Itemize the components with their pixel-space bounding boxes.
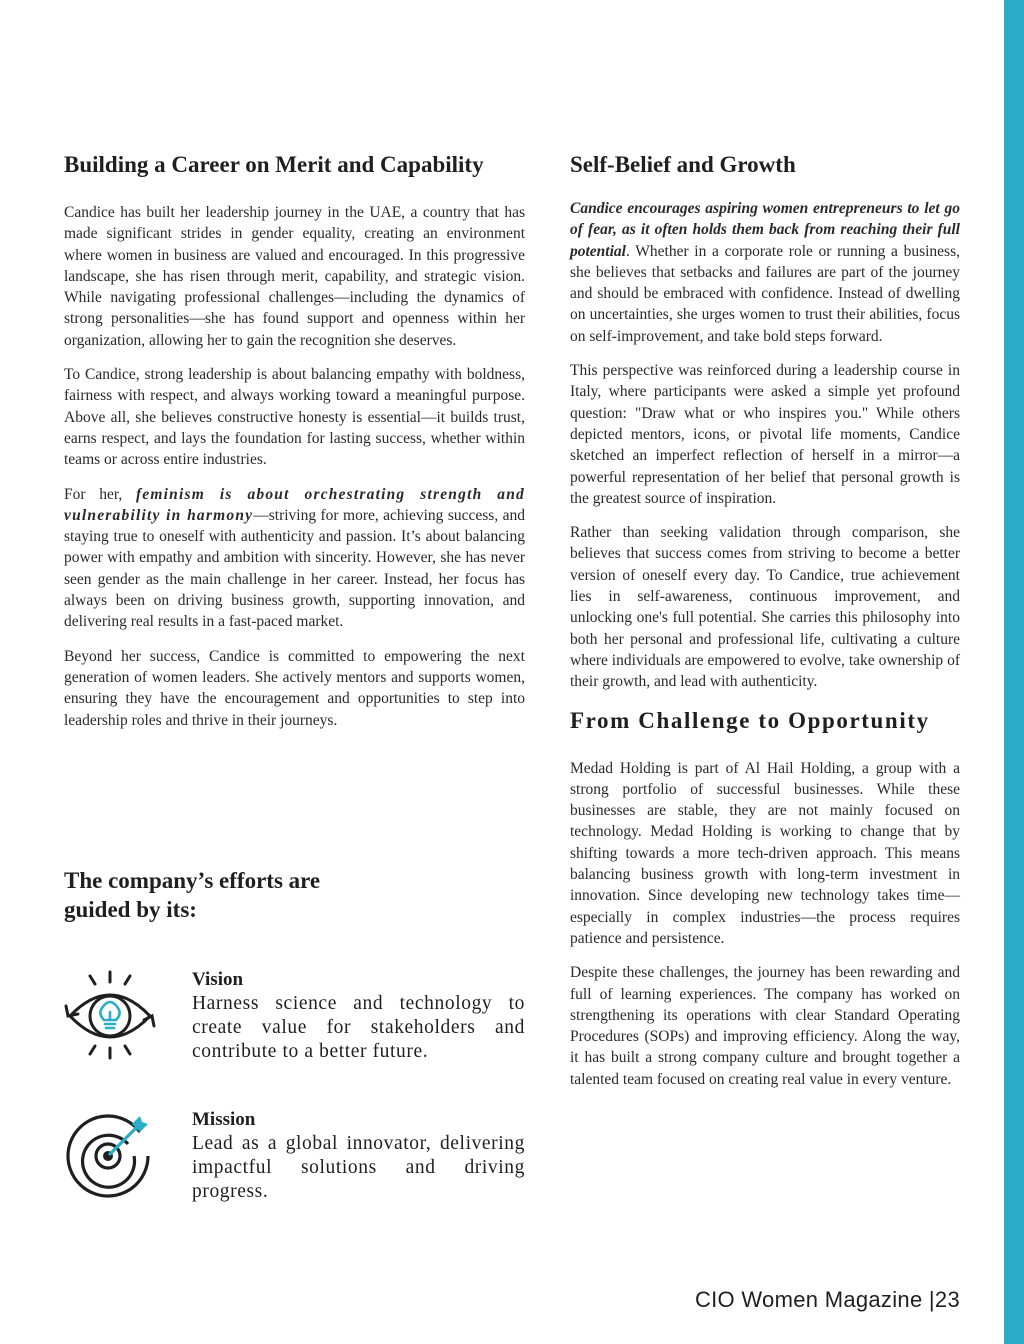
emphasis-encouragement: Candice encourages aspiring women entrepreneurs to let go of fear, as it often holds them back from reaching their full potential	[570, 200, 960, 260]
target-arrow-icon	[64, 1108, 160, 1204]
paragraph-lead: For her,	[64, 485, 136, 503]
page-footer	[695, 1287, 960, 1313]
mission-description: Lead as a global innovator, delivering impactful solutions and driving progress.	[192, 1133, 525, 1202]
page-number: 23	[934, 1287, 960, 1312]
left-column	[64, 150, 525, 744]
footer-separator: |	[922, 1287, 935, 1312]
paragraph-self-belief-3: Rather than seeking validation through comparison, she believes that success comes from striving to become a better version of oneself every day. To Candice, true achievement lies in self-awareness, continuous improvement, and unlocking one's full potential. She carries this philosophy into both her personal and professional life, cultivating a culture where individuals are empowered to evolve, take ownership of their growth, and lead with authenticity.	[570, 524, 960, 691]
paragraph-self-belief-2: This perspective was reinforced during a leadership course in Italy, where participants were asked a simple yet profound question: "Draw what or who inspires you." While others depicted mentors, icons, or pivotal life moments, Candice sketched an imperfect reflection of herself in a mirror—a powerful representation of her belief that personal growth is the greatest source of inspiration.	[570, 362, 960, 507]
vision-block	[64, 968, 525, 1068]
paragraph-career-3	[64, 484, 525, 633]
section-heading-challenge: From Challenge to Opportunity	[570, 707, 930, 733]
accent-side-bar	[1004, 0, 1024, 1344]
paragraph-rest: . Whether in a corporate role or running a business, she believes that setbacks and failures are part of the journey and should be embraced with confidence. Instead of dwelling on uncertainties, she urges women to trust their abilities, focus on self-improvement, and take bold steps forward.	[570, 242, 960, 345]
mission-label: Mission	[192, 1109, 256, 1130]
guide-title-line-2: guided by its:	[64, 897, 197, 922]
section-heading-career: Building a Career on Merit and Capability	[64, 152, 484, 177]
paragraph-rest: —striving for more, achieving success, and staying true to oneself with authenticity and passion. It’s about balancing power with empathy and ambition with sincerity. However, she has never seen gender as the main challenge in her career. Instead, her focus has always been on driving business growth, supporting innovation, and delivering real results in a fast-paced market.	[64, 506, 525, 631]
section-heading-self-belief: Self-Belief and Growth	[570, 152, 796, 177]
paragraph-challenge-2: Despite these challenges, the journey has been rewarding and full of learning experiences. The company has worked on strengthening its operations with clear Standard Operating Procedures (SOPs) and improving efficiency. Along the way, it has built a strong company culture and brought together a talented team focused on creating real value in every venture.	[570, 964, 960, 1088]
paragraph-career-1: Candice has built her leadership journey in the UAE, a country that has made significant strides in gender equality, creating an environment where women in business are valued and encouraged. In this progressive landscape, she has risen through merit, capability, and strategic vision. While navigating professional challenges—including the dynamics of strong personalities—she has found support and openness within her organization, allowing her to gain the recognition she deserves.	[64, 204, 525, 349]
vision-label: Vision	[192, 969, 244, 990]
paragraph-career-2: To Candice, strong leadership is about balancing empathy with boldness, fairness with respect, and always working toward a meaningful purpose. Above all, she believes constructive honesty is essential—it builds trust, earns respect, and lays the foundation for lasting success, whether within teams or across entire industries.	[64, 366, 525, 469]
mission-block	[64, 1108, 525, 1208]
guide-title	[64, 866, 384, 924]
guide-title-line-1: The company’s efforts are	[64, 868, 321, 893]
paragraph-challenge-1: Medad Holding is part of Al Hail Holding, a group with a strong portfolio of successful businesses. While these businesses are stable, they are not mainly focused on technology. Medad Holding is working to change that by shifting towards a more tech-driven approach. This means balancing business growth with long-term investment in innovation. Since developing new technology takes time—especially in complex industries—the process requires patience and persistence.	[570, 759, 960, 947]
vision-text-block	[192, 968, 525, 1064]
mission-text-block	[192, 1108, 525, 1204]
emphasis-feminism: feminism is about orchestrating strength and vulnerability in harmony	[64, 485, 525, 524]
right-column	[570, 150, 960, 1103]
paragraph-career-4: Beyond her success, Candice is committed to empowering the next generation of women leaders. She actively mentors and supports women, ensuring they have the encouragement and opportunities to step into leadership roles and thrive in their journeys.	[64, 647, 525, 729]
vision-description: Harness science and technology to create value for stakeholders and contribute to a better future.	[192, 993, 525, 1062]
eye-lightbulb-icon	[64, 968, 160, 1064]
paragraph-self-belief-1	[570, 198, 960, 347]
magazine-name: CIO Women Magazine	[694, 1287, 923, 1312]
